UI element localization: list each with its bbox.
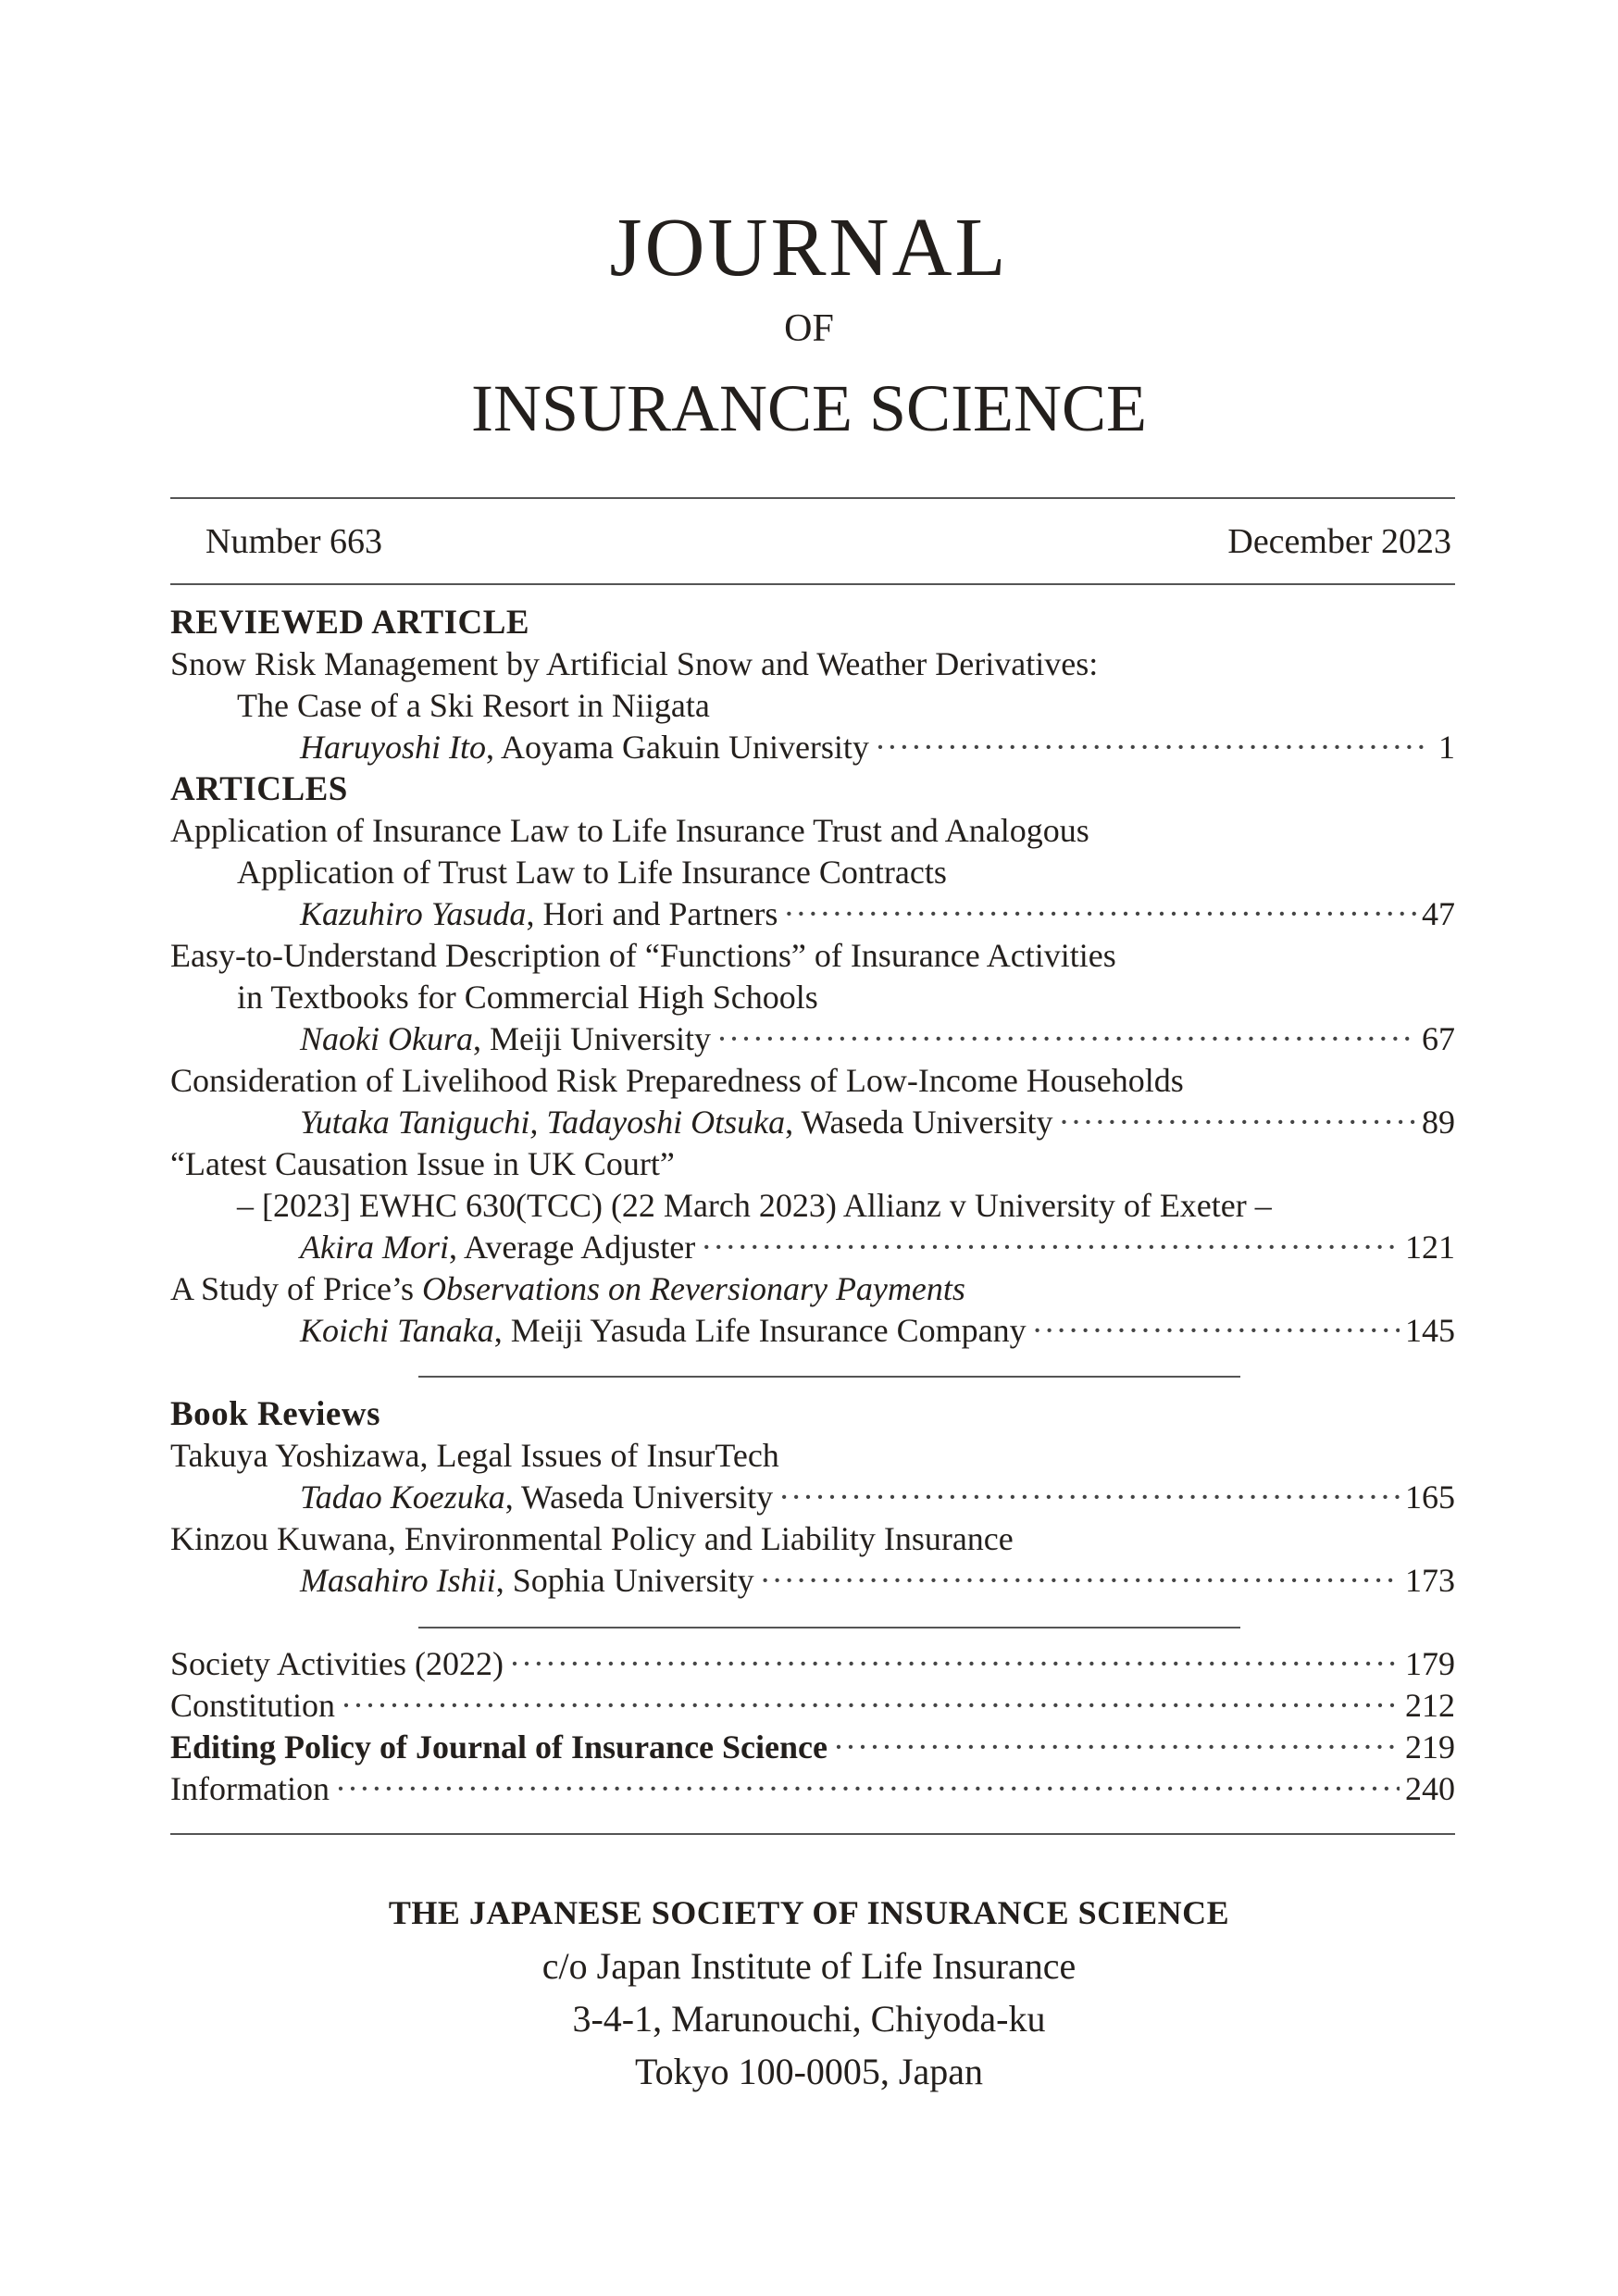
toc-title-plain: A Study of Price’s bbox=[170, 1270, 423, 1307]
toc-page-number: 212 bbox=[1405, 1687, 1455, 1724]
toc-page-number: 89 bbox=[1422, 1104, 1455, 1141]
toc-entry[interactable] bbox=[170, 727, 1455, 768]
toc-title-line: Snow Risk Management by Artificial Snow and Weather Derivatives: bbox=[170, 645, 1099, 682]
toc-title-line: Consideration of Livelihood Risk Preparedness of Low-Income Households bbox=[170, 1062, 1184, 1099]
toc-affiliation: , Meiji Yasuda Life Insurance Company bbox=[493, 1312, 1027, 1349]
toc-title-line: Takuya Yoshizawa, Legal Issues of InsurTech bbox=[170, 1437, 779, 1474]
toc-page-number: 240 bbox=[1405, 1770, 1455, 1807]
toc-entry[interactable] bbox=[170, 1477, 1455, 1518]
toc-affiliation: , Aoyama Gakuin University bbox=[486, 729, 869, 766]
toc-author: Naoki Okura bbox=[300, 1020, 473, 1057]
toc-page-number: 121 bbox=[1405, 1229, 1455, 1266]
toc-author: Koichi Tanaka bbox=[300, 1312, 494, 1349]
header-top-rule bbox=[170, 497, 1455, 499]
dot-leader bbox=[509, 1643, 1400, 1685]
section-heading-articles: ARTICLES bbox=[170, 770, 348, 808]
toc-affiliation: , Sophia University bbox=[495, 1562, 754, 1599]
section-heading-reviewed-article: REVIEWED ARTICLE bbox=[170, 604, 530, 642]
toc-label: Society Activities (2022) bbox=[170, 1645, 504, 1682]
journal-title-subject: INSURANCE SCIENCE bbox=[470, 371, 1148, 445]
toc-author: Tadao Koezuka bbox=[300, 1479, 505, 1516]
section-heading-book-reviews: Book Reviews bbox=[170, 1395, 380, 1433]
contents-bottom-rule bbox=[170, 1833, 1455, 1835]
toc-affiliation: , Hori and Partners bbox=[526, 895, 778, 932]
toc-entry[interactable] bbox=[170, 1560, 1455, 1602]
dot-leader bbox=[341, 1685, 1400, 1727]
toc-entry[interactable] bbox=[170, 1643, 1455, 1685]
toc-page-number: 67 bbox=[1422, 1020, 1455, 1057]
dot-leader bbox=[1032, 1310, 1400, 1352]
toc-entry[interactable] bbox=[170, 1727, 1455, 1768]
toc-title-line: Easy-to-Understand Description of “Functions” of Insurance Activities bbox=[170, 937, 1116, 974]
toc-label: Constitution bbox=[170, 1687, 336, 1724]
dot-leader bbox=[778, 1477, 1400, 1518]
publisher-address-line: c/o Japan Institute of Life Insurance bbox=[541, 1945, 1077, 1987]
publisher-address-line: Tokyo 100-0005, Japan bbox=[634, 2051, 984, 2092]
journal-title-of: OF bbox=[784, 307, 834, 350]
toc-author: Haruyoshi Ito bbox=[300, 729, 486, 766]
toc-page-number: 165 bbox=[1405, 1479, 1455, 1516]
toc-title-line: Kinzou Kuwana, Environmental Policy and Liability Insurance bbox=[170, 1520, 1014, 1557]
header-bottom-rule bbox=[170, 583, 1455, 585]
section-divider bbox=[418, 1627, 1240, 1628]
dot-leader bbox=[833, 1727, 1400, 1768]
toc-page-number: 219 bbox=[1405, 1728, 1455, 1766]
toc-page-number: 179 bbox=[1405, 1645, 1455, 1682]
dot-leader bbox=[875, 727, 1424, 768]
dot-leader bbox=[760, 1560, 1400, 1602]
dot-leader bbox=[783, 893, 1416, 935]
toc-author: Masahiro Ishii bbox=[300, 1562, 496, 1599]
toc-entry[interactable] bbox=[170, 1310, 1455, 1352]
toc-entry[interactable] bbox=[170, 1768, 1455, 1810]
dot-leader bbox=[335, 1768, 1400, 1810]
toc-affiliation: , Average Adjuster bbox=[448, 1229, 696, 1266]
toc-title-line: in Textbooks for Commercial High Schools bbox=[237, 979, 818, 1016]
dot-leader bbox=[701, 1227, 1400, 1268]
toc-title-line: The Case of a Ski Resort in Niigata bbox=[237, 687, 710, 724]
toc-entry[interactable] bbox=[170, 893, 1455, 935]
section-divider bbox=[418, 1376, 1240, 1378]
toc-author: Kazuhiro Yasuda bbox=[300, 895, 527, 932]
toc-author: Yutaka Taniguchi, Tadayoshi Otsuka bbox=[300, 1104, 786, 1141]
toc-page-number: 173 bbox=[1405, 1562, 1455, 1599]
toc-title-line: Application of Trust Law to Life Insurance Contracts bbox=[237, 854, 947, 891]
publisher-address-line: 3-4-1, Marunouchi, Chiyoda-ku bbox=[572, 1998, 1046, 2040]
toc-title-line: Application of Insurance Law to Life Insurance Trust and Analogous bbox=[170, 812, 1089, 849]
toc-page-number: 47 bbox=[1422, 895, 1455, 932]
toc-affiliation: , Meiji University bbox=[472, 1020, 711, 1057]
toc-label: Information bbox=[170, 1770, 330, 1807]
toc-title-line bbox=[170, 1268, 1455, 1310]
dot-leader bbox=[716, 1018, 1416, 1060]
toc-page-number: 1 bbox=[1438, 729, 1455, 766]
dot-leader bbox=[1058, 1102, 1416, 1143]
toc-title-line: “Latest Causation Issue in UK Court” bbox=[170, 1145, 675, 1182]
toc-label: Editing Policy of Journal of Insurance Science bbox=[170, 1728, 828, 1766]
publisher-name: THE JAPANESE SOCIETY OF INSURANCE SCIENCE bbox=[388, 1894, 1230, 1931]
toc-entry[interactable] bbox=[170, 1685, 1455, 1727]
toc-entry[interactable] bbox=[170, 1018, 1455, 1060]
toc-entry[interactable] bbox=[170, 1227, 1455, 1268]
toc-page-number: 145 bbox=[1405, 1312, 1455, 1349]
toc-author: Akira Mori bbox=[300, 1229, 449, 1266]
toc-affiliation: , Waseda University bbox=[785, 1104, 1053, 1141]
toc-title-italic: Observations on Reversionary Payments bbox=[422, 1270, 965, 1307]
issue-number: Number 663 bbox=[205, 522, 383, 561]
toc-affiliation: , Waseda University bbox=[504, 1479, 774, 1516]
toc-entry[interactable] bbox=[170, 1102, 1455, 1143]
toc-title-line: – [2023] EWHC 630(TCC) (22 March 2023) Allianz v University of Exeter – bbox=[237, 1187, 1272, 1224]
journal-title: JOURNAL bbox=[609, 202, 1009, 293]
issue-date: December 2023 bbox=[1227, 522, 1451, 561]
